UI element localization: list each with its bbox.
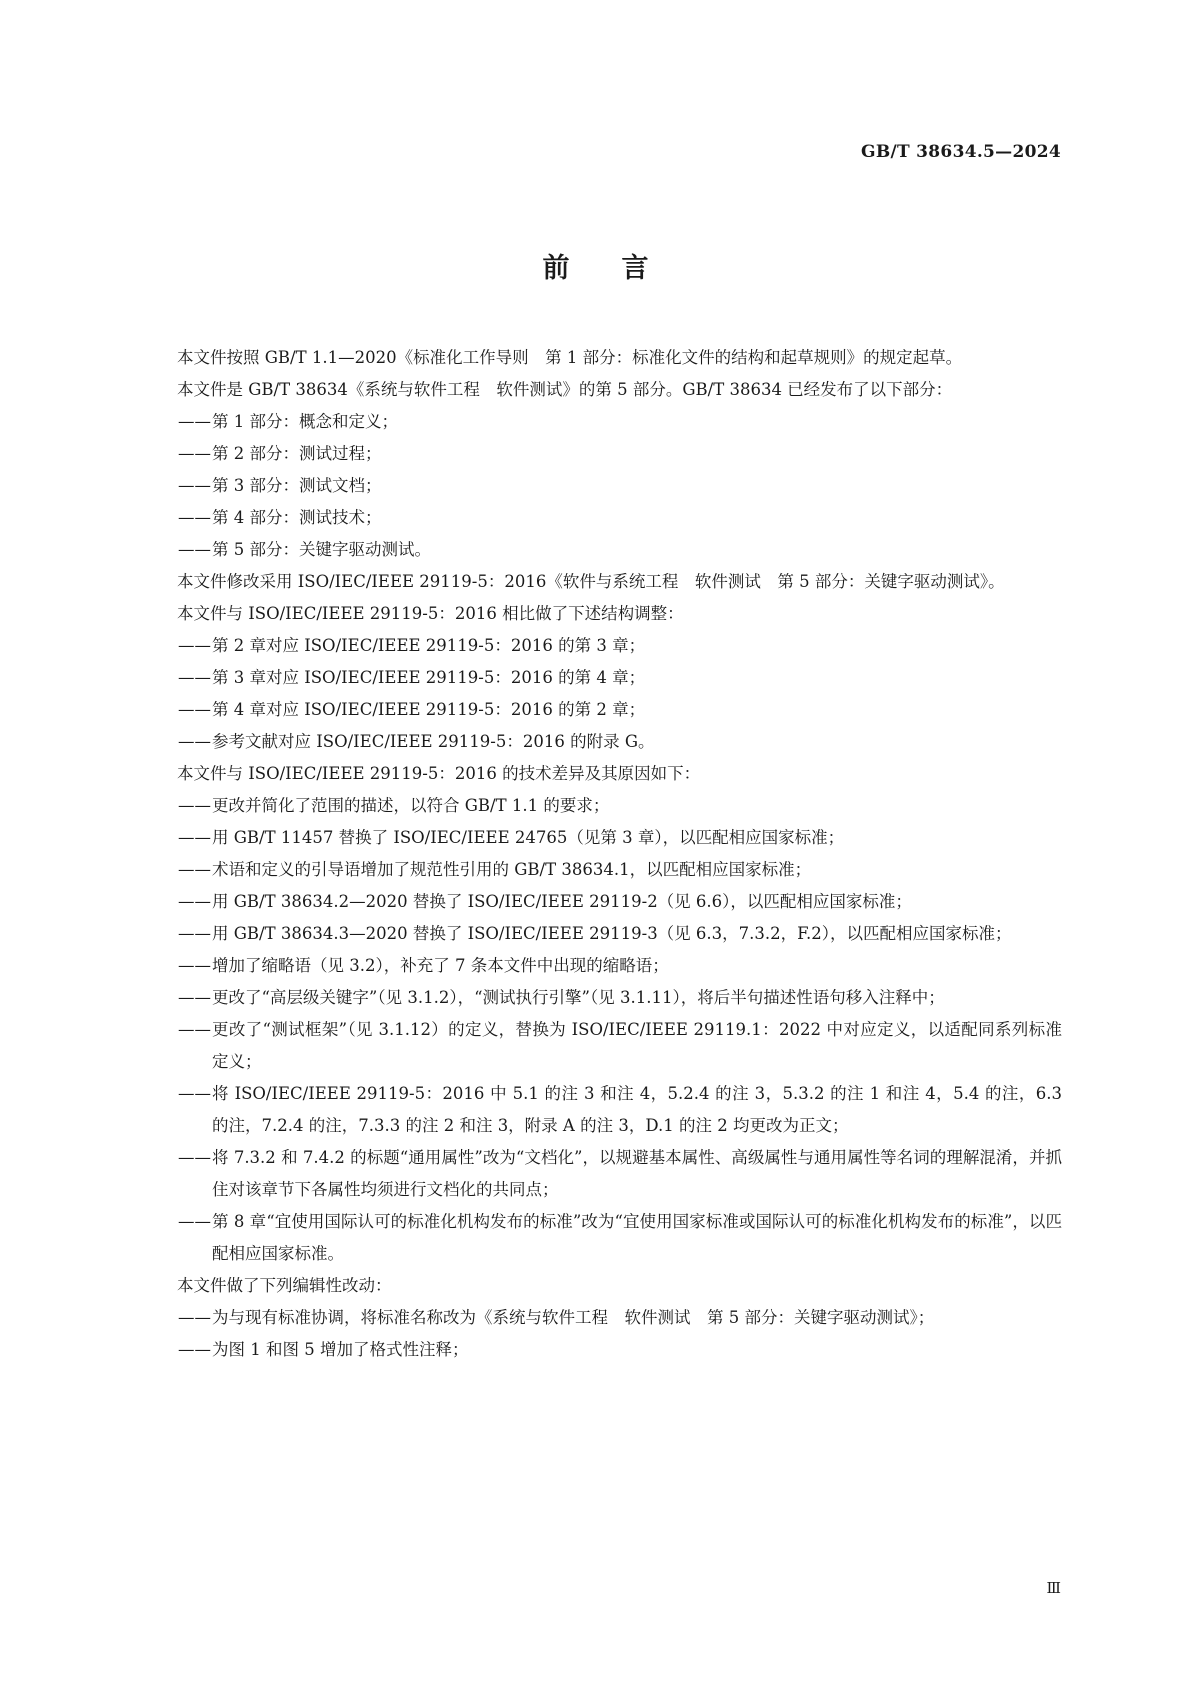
list-item-technical: —— 将 ISO/IEC/IEEE 29119-5：2016 中 5.1 的注 3 和注 4，5.2.4 的注 3，5.3.2 的注 1 和注 4，5.4 的注，6.3 的注，7.2.4 的注，7.3.3 的注 2 和注 3，附录 A 的注 3，D.1 的注 2 均更改为正文； — [178, 1084, 1062, 1135]
title-char-2: 言 — [621, 253, 649, 284]
list-item-technical: —— 更改了“高层级关键字”（见 3.1.2），“测试执行引擎”（见 3.1.11），将后半句描述性语句移入注释中； — [178, 988, 945, 1007]
list-item-part: —— 第 3 部分：测试文档； — [178, 476, 382, 495]
page-title — [0, 246, 1191, 285]
paragraph-structure-intro: 本文件与 ISO/IEC/IEEE 29119-5：2016 相比做了下述结构调整： — [177, 604, 684, 623]
list-item-technical: —— 用 GB/T 38634.3—2020 替换了 ISO/IEC/IEEE 29119-3（见 6.3，7.3.2，F.2），以匹配相应国家标准； — [178, 924, 1012, 943]
list-item-part: —— 第 1 部分：概念和定义； — [178, 412, 398, 431]
list-item-technical: —— 术语和定义的引导语增加了规范性引用的 GB/T 38634.1，以匹配相应国家标准； — [178, 860, 812, 879]
list-item-technical: —— 用 GB/T 11457 替换了 ISO/IEC/IEEE 24765（见第 3 章），以匹配相应国家标准； — [178, 828, 845, 847]
list-item-structure: —— 参考文献对应 ISO/IEC/IEEE 29119-5：2016 的附录 G。 — [178, 732, 655, 751]
list-item-structure: —— 第 2 章对应 ISO/IEC/IEEE 29119-5：2016 的第 3 章； — [178, 636, 646, 655]
title-char-1: 前 — [542, 253, 570, 284]
standard-id: GB/T 38634.5—2024 — [861, 142, 1061, 162]
list-item-part: —— 第 2 部分：测试过程； — [178, 444, 382, 463]
paragraph-technical-intro: 本文件与 ISO/IEC/IEEE 29119-5：2016 的技术差异及其原因如下： — [177, 764, 701, 783]
list-item-technical: —— 更改了“测试框架”（见 3.1.12）的定义，替换为 ISO/IEC/IEEE 29119.1：2022 中对应定义，以适配同系列标准定义； — [178, 1020, 1062, 1071]
list-item-structure: —— 第 4 章对应 ISO/IEC/IEEE 29119-5：2016 的第 2 章； — [178, 700, 646, 719]
list-item-technical: —— 增加了缩略语（见 3.2），补充了 7 条本文件中出现的缩略语； — [178, 956, 669, 975]
list-item-editorial: —— 为与现有标准协调，将标准名称改为《系统与软件工程 软件测试 第 5 部分：关键字驱动测试》； — [178, 1308, 935, 1327]
list-item-technical: —— 将 7.3.2 和 7.4.2 的标题“通用属性”改为“文档化”，以规避基本属性、高级属性与通用属性等名词的理解混淆，并抓住对该章节下各属性均须进行文档化的共同点； — [178, 1148, 1062, 1199]
list-item-editorial: —— 为图 1 和图 5 增加了格式性注释； — [178, 1340, 469, 1359]
paragraph-drafting-rules: 本文件按照 GB/T 1.1—2020《标准化工作导则 第 1 部分：标准化文件的结构和起草规则》的规定起草。 — [177, 348, 963, 367]
list-item-technical: —— 用 GB/T 38634.2—2020 替换了 ISO/IEC/IEEE 29119-2（见 6.6），以匹配相应国家标准； — [178, 892, 912, 911]
list-item-technical: —— 更改并简化了范围的描述，以符合 GB/T 1.1 的要求； — [178, 796, 610, 815]
list-item-part: —— 第 4 部分：测试技术； — [178, 508, 382, 527]
paragraph-series-intro: 本文件是 GB/T 38634《系统与软件工程 软件测试》的第 5 部分。GB/T 38634 已经发布了以下部分： — [177, 380, 953, 399]
paragraph-adoption: 本文件修改采用 ISO/IEC/IEEE 29119-5：2016《软件与系统工程 软件测试 第 5 部分：关键字驱动测试》。 — [177, 572, 1005, 591]
page-number: Ⅲ — [1046, 1579, 1061, 1597]
list-item-part: —— 第 5 部分：关键字驱动测试。 — [178, 540, 431, 559]
document-body — [144, 342, 1062, 1366]
list-item-structure: —— 第 3 章对应 ISO/IEC/IEEE 29119-5：2016 的第 4 章； — [178, 668, 646, 687]
list-item-technical: —— 第 8 章“宜使用国际认可的标准化机构发布的标准”改为“宜使用国家标准或国际认可的标准化机构发布的标准”，以匹配相应国家标准。 — [178, 1212, 1062, 1263]
paragraph-editorial-intro: 本文件做了下列编辑性改动： — [177, 1276, 392, 1295]
